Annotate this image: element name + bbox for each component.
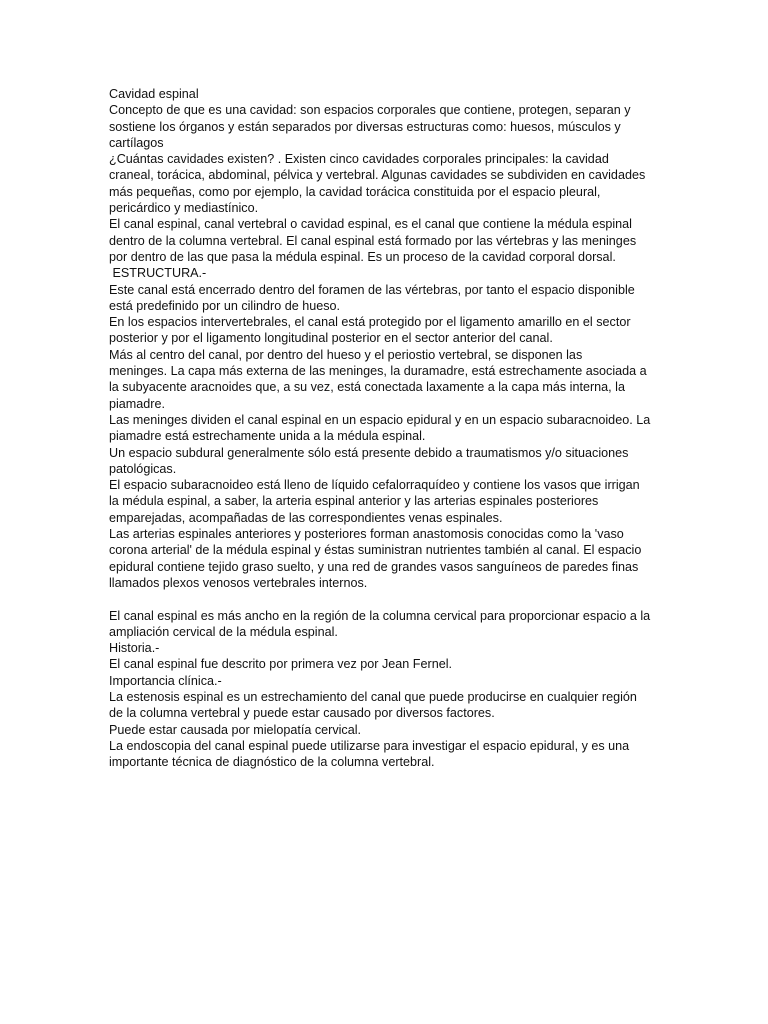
section-heading-importancia-clinica: Importancia clínica.-: [109, 673, 222, 688]
text-line: craneal, torácica, abdominal, pélvica y vertebral. Algunas cavidades se subdividen en cavidades: [109, 168, 646, 183]
text-line: patológicas.: [109, 461, 177, 476]
text-line: El canal espinal, canal vertebral o cavidad espinal, es el canal que contiene la médula espinal: [109, 217, 632, 232]
text-line: de la columna vertebral y puede estar causado por diversos factores.: [109, 706, 495, 721]
text-line: cartílagos: [109, 135, 164, 150]
text-line: El canal espinal fue descrito por primera vez por Jean Fernel.: [109, 657, 453, 672]
text-line: piamadre.: [109, 396, 166, 411]
document-title: Cavidad espinal: [109, 87, 199, 101]
text-line: El canal espinal es más ancho en la región de la columna cervical para proporcionar espacio a la: [109, 608, 651, 623]
text-line: La estenosis espinal es un estrechamiento del canal que puede producirse en cualquier región: [109, 689, 637, 704]
section-heading-historia: Historia.-: [109, 641, 160, 656]
text-line: Las meninges dividen el canal espinal en un espacio epidural y en un espacio subaracnoideo. La: [109, 412, 651, 427]
text-line: corona arterial' de la médula espinal y éstas suministran nutrientes también al canal. El espacio: [109, 543, 642, 558]
blank-line: [109, 591, 661, 607]
text-line: posterior y por el ligamento longitudinal posterior en el sector anterior del canal.: [109, 331, 553, 346]
text-line: emparejadas, acompañadas de las correspondientes venas espinales.: [109, 510, 503, 525]
text-line: ¿Cuántas cavidades existen? . Existen cinco cavidades corporales principales: la cavidad: [109, 152, 609, 167]
text-line: dentro de la columna vertebral. El canal espinal está formado por las vértebras y las meninges: [109, 233, 637, 248]
text-line: la subyacente aracnoides que, a su vez, está conectada laxamente a la capa más interna, la: [109, 380, 625, 395]
text-line: importante técnica de diagnóstico de la columna vertebral.: [109, 755, 435, 770]
section-heading-estructura: ESTRUCTURA.-: [109, 266, 207, 281]
text-line: epidural contiene tejido graso suelto, y una red de grandes vasos sanguíneos de paredes finas: [109, 559, 639, 574]
text-line: Las arterias espinales anteriores y posteriores forman anastomosis conocidas como la 'vaso: [109, 527, 624, 542]
text-line: Más al centro del canal, por dentro del hueso y el periostio vertebral, se disponen las: [109, 347, 583, 362]
text-line: más pequeñas, como por ejemplo, la cavidad torácica constituida por el espacio pleural,: [109, 184, 601, 199]
text-line: llamados plexos venosos vertebrales internos.: [109, 575, 368, 590]
text-line: pericárdico y mediastínico.: [109, 201, 259, 216]
text-line: meninges. La capa más externa de las meninges, la duramadre, está estrechamente asociada a: [109, 364, 647, 379]
text-line: por dentro de las que pasa la médula espinal. Es un proceso de la cavidad corporal dorsal.: [109, 249, 616, 264]
text-line: piamadre está estrechamente unida a la médula espinal.: [109, 429, 426, 444]
text-line: La endoscopia del canal espinal puede utilizarse para investigar el espacio epidural, y es una: [109, 738, 630, 753]
text-line: Un espacio subdural generalmente sólo está presente debido a traumatismos y/o situaciones: [109, 445, 629, 460]
text-line: ampliación cervical de la médula espinal.: [109, 624, 338, 639]
text-line: Concepto de que es una cavidad: son espacios corporales que contiene, protegen, separan y: [109, 103, 631, 118]
text-line: Puede estar causada por mielopatía cervical.: [109, 722, 362, 737]
text-line: Este canal está encerrado dentro del foramen de las vértebras, por tanto el espacio disponible: [109, 282, 635, 297]
document-body: [109, 86, 661, 770]
text-line: está predefinido por un cilindro de hueso.: [109, 298, 341, 313]
text-line: En los espacios intervertebrales, el canal está protegido por el ligamento amarillo en el sector: [109, 315, 631, 330]
text-line: la médula espinal, a saber, la arteria espinal anterior y las arterias espinales posteriores: [109, 494, 599, 509]
text-line: sostiene los órganos y están separados por diversas estructuras como: huesos, músculos y: [109, 119, 621, 134]
text-line: El espacio subaracnoideo está lleno de líquido cefalorraquídeo y contiene los vasos que irrigan: [109, 478, 640, 493]
